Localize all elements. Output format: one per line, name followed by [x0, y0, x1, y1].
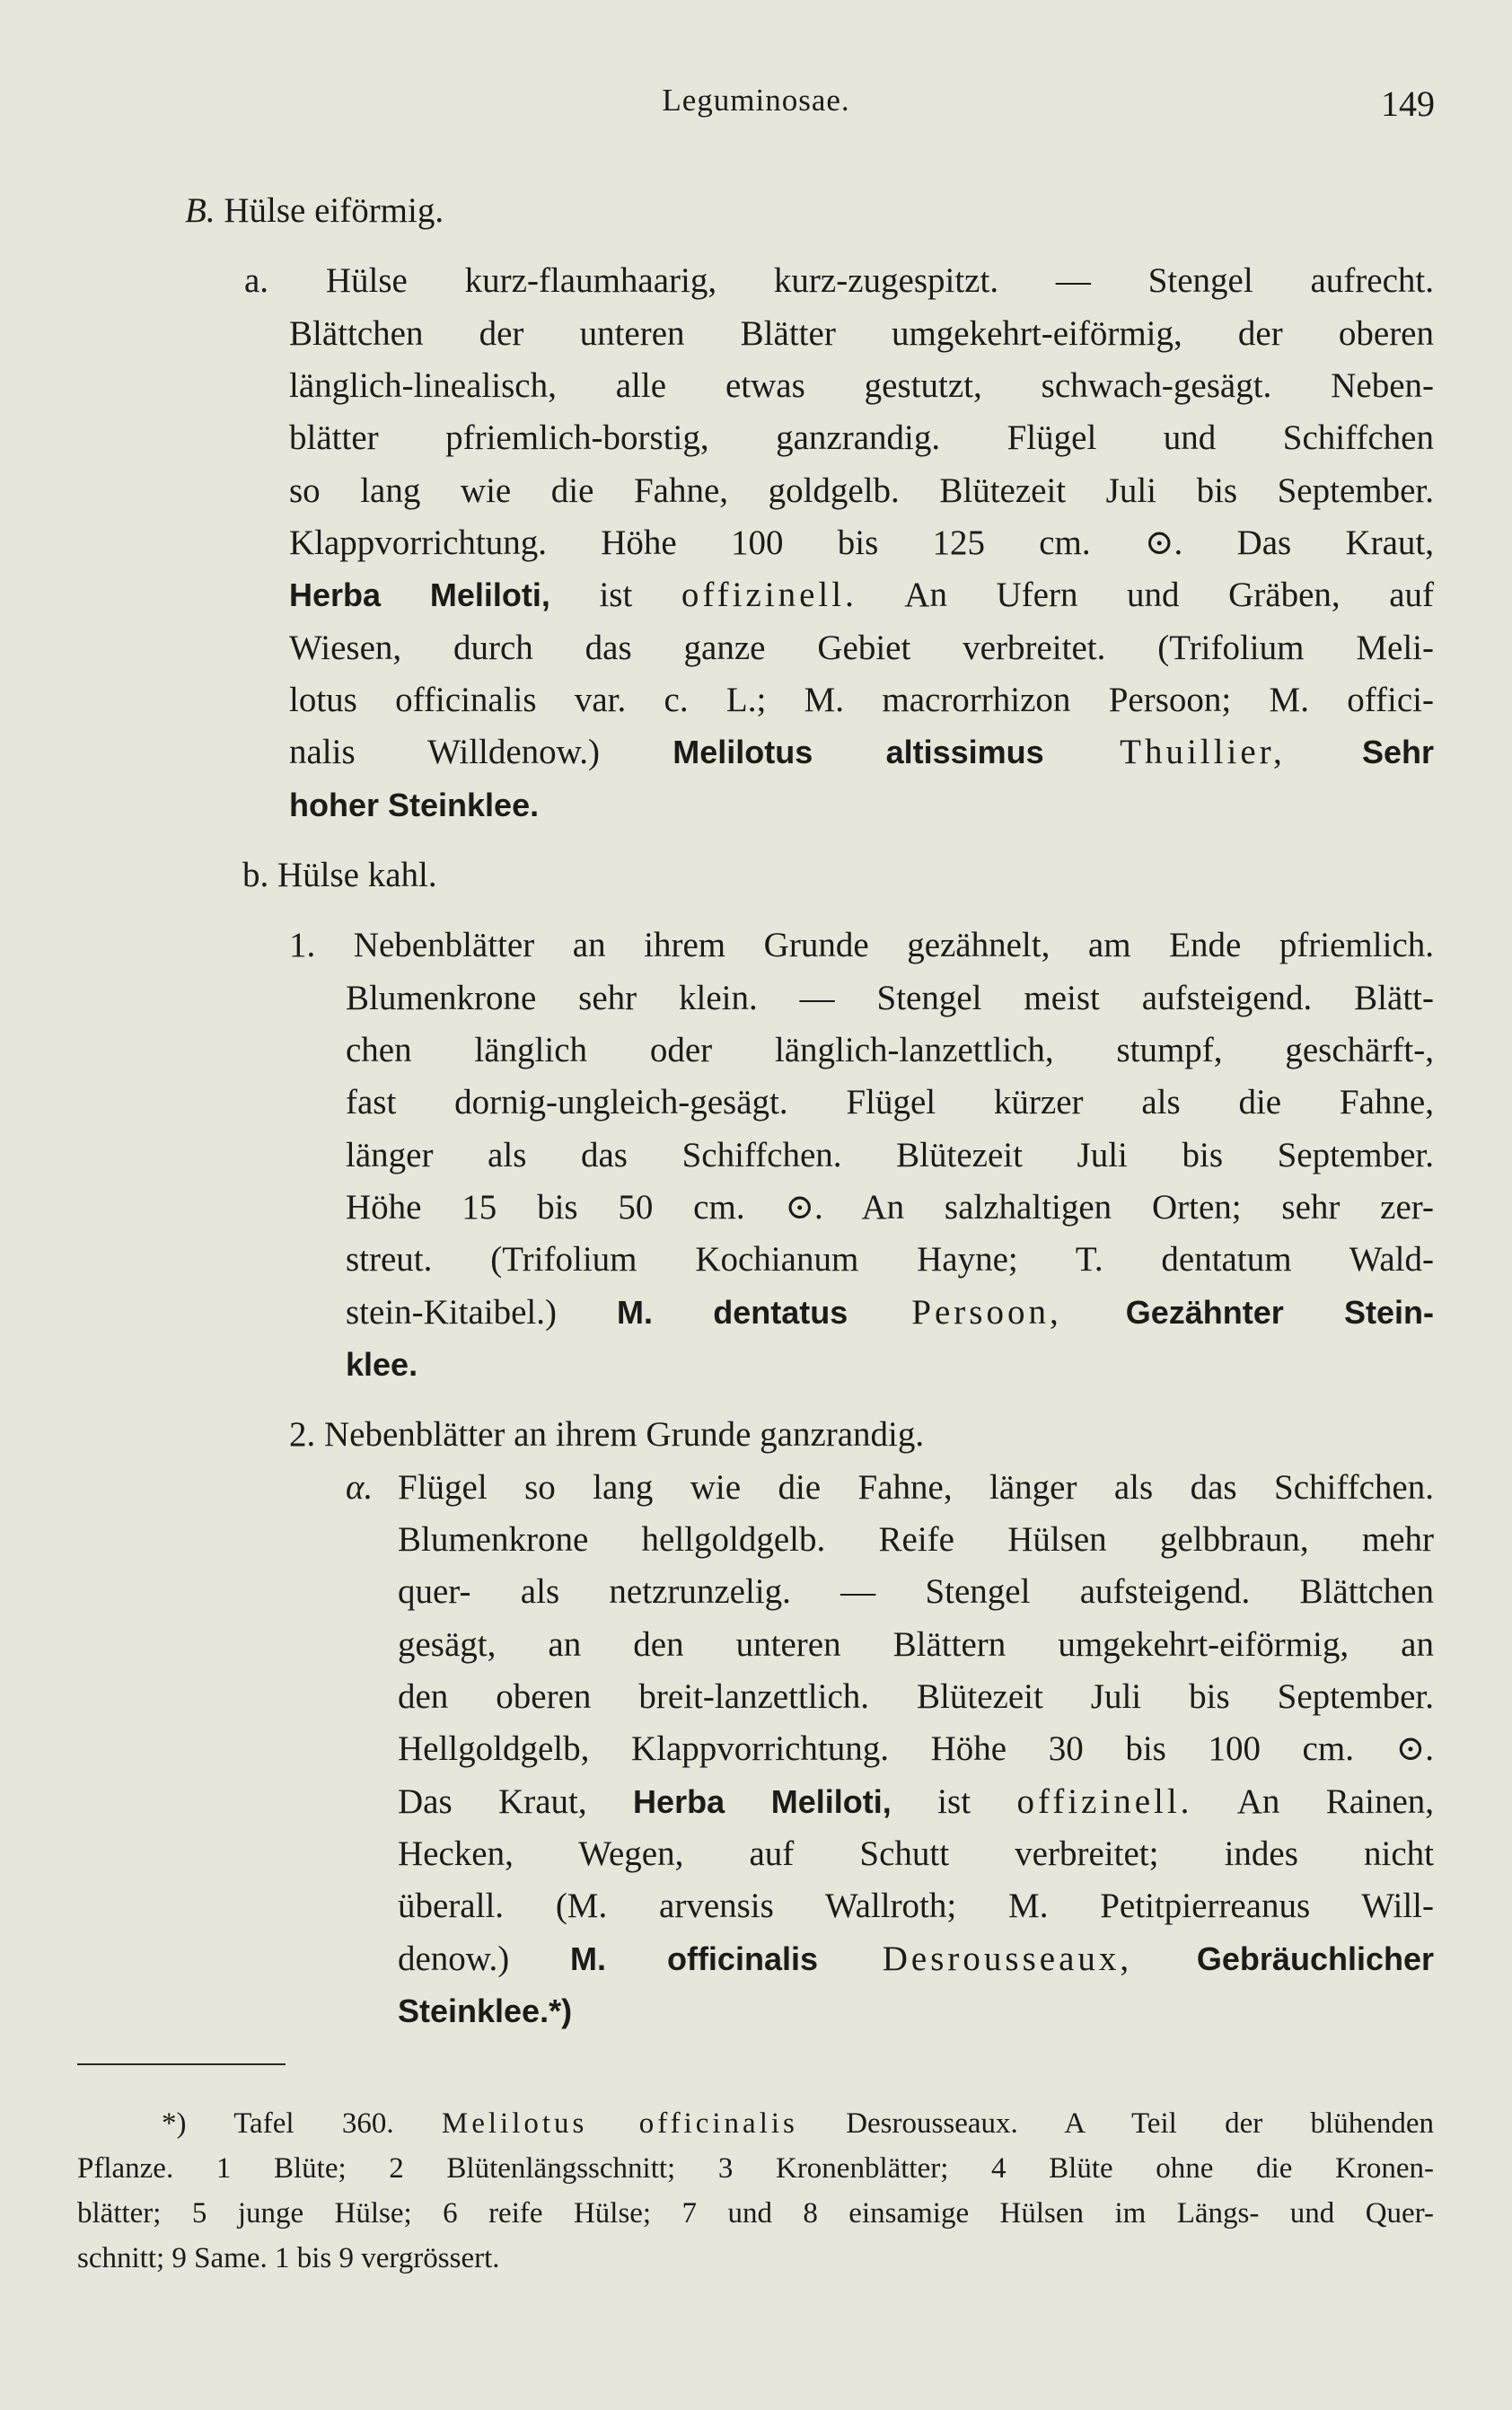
a-line-7-mid: ist	[549, 576, 681, 614]
page-number: 149	[1381, 84, 1435, 124]
common-name-start: Sehr	[1361, 734, 1435, 770]
b1-line-1: 1. Nebenblätter an ihrem Grunde gezähnelt, am Ende pfriemlich.	[289, 926, 1434, 964]
species-name-dentatus: M. dentatus	[617, 1294, 848, 1331]
alpha-line-4: gesägt, an den unteren Blättern umgekehrt-eiförmig, an	[398, 1625, 1434, 1664]
herba-meliloti-label-2: Herba Meliloti,	[633, 1783, 892, 1820]
b1-line-8-pre: stein-Kitaibel.)	[346, 1293, 618, 1332]
footnote-line-1-rest: Desrousseaux. A Teil der blühenden	[797, 2107, 1434, 2140]
a-line-10	[289, 726, 1434, 778]
alpha-line-7-mid: ist	[891, 1782, 1017, 1821]
alpha-label: α.	[346, 1468, 374, 1507]
b1-line-7: streut. (Trifolium Kochianum Hayne; T. dentatum Wald-	[346, 1240, 1434, 1279]
footnote-line-1	[162, 2101, 1434, 2146]
section-B-text: Hülse eiförmig.	[224, 191, 444, 230]
alpha-line-2: Blumenkrone hellgoldgelb. Reife Hülsen gelbbraun, mehr	[398, 1520, 1434, 1559]
footnote-line-1-pre: *) Tafel 360.	[162, 2107, 442, 2140]
footnote-species: Melilotus officinalis	[441, 2107, 798, 2140]
alpha-line-7-pre: Das Kraut,	[398, 1782, 634, 1821]
author-persoon: Persoon,	[848, 1293, 1126, 1332]
alpha-line-5: den oberen breit-lanzettlich. Blütezeit Juli bis September.	[398, 1677, 1434, 1716]
alpha-line-10	[398, 1933, 1434, 1985]
footnote-line-3: blätter; 5 junge Hülse; 6 reife Hülse; 7 und 8 einsamige Hülsen im Längs- und Quer-	[77, 2197, 1434, 2230]
alpha-line-6: Hellgoldgelb, Klappvorrichtung. Höhe 30 bis 100 cm. ⊙.	[398, 1729, 1434, 1768]
alpha-line-7-rest: An Rainen,	[1192, 1782, 1435, 1821]
section-B-label: B.	[185, 191, 215, 230]
footnote-rule	[77, 2063, 286, 2065]
species-name-altissimus: Melilotus altissimus	[672, 734, 1044, 770]
a-line-9: lotus officinalis var. c. L.; M. macrorrhizon Persoon; M. offici-	[289, 681, 1434, 719]
alpha-line-10-pre: denow.)	[398, 1939, 570, 1978]
a-line-5: so lang wie die Fahne, goldgelb. Blütezeit Juli bis September.	[289, 471, 1434, 510]
b1-line-8	[346, 1287, 1434, 1339]
alpha-line-7	[398, 1776, 1434, 1828]
a-line-7	[289, 569, 1434, 621]
author-thuillier: Thuillier,	[1043, 733, 1362, 771]
a-line-3: länglich-linealisch, alle etwas gestutzt, schwach-gesägt. Neben-	[289, 366, 1434, 405]
b1-line-2: Blumenkrone sehr klein. — Stengel meist aufsteigend. Blätt-	[346, 979, 1434, 1017]
offizinell-label-2: offizinell.	[1016, 1782, 1193, 1821]
footnote-line-2: Pflanze. 1 Blüte; 2 Blütenlängsschnitt; 3 Kronenblätter; 4 Blüte ohne die Kronen-	[77, 2152, 1434, 2185]
b-heading: b. Hülse kahl.	[242, 856, 437, 894]
common-name-klee: klee.	[346, 1346, 418, 1383]
a-line-8: Wiesen, durch das ganze Gebiet verbreitet. (Trifolium Meli-	[289, 629, 1434, 667]
alpha-line-9: überall. (M. arvensis Wallroth; M. Petitpierreanus Will-	[398, 1887, 1434, 1925]
a-line-6: Klappvorrichtung. Höhe 100 bis 125 cm. ⊙. Das Kraut,	[289, 523, 1434, 562]
b1-line-4: fast dornig-ungleich-gesägt. Flügel kürzer als die Fahne,	[346, 1083, 1434, 1121]
common-name-steinklee: Steinklee.*)	[398, 1992, 573, 2029]
a-line-1: a. Hülse kurz-flaumhaarig, kurz-zugespitzt. — Stengel aufrecht.	[244, 261, 1434, 300]
page-header	[0, 83, 1512, 128]
alpha-line-3: quer- als netzrunzelig. — Stengel aufsteigend. Blättchen	[398, 1572, 1434, 1611]
running-head: Leguminosae.	[662, 83, 850, 118]
alpha-line-1: Flügel so lang wie die Fahne, länger als das Schiffchen.	[398, 1468, 1434, 1507]
author-desrousseaux: Desrousseaux,	[818, 1939, 1197, 1978]
section-B-heading	[185, 185, 444, 237]
b1-line-3: chen länglich oder länglich-lanzettlich, stumpf, geschärft-,	[346, 1031, 1434, 1069]
common-name-gezaehnter: Gezähnter Stein-	[1125, 1294, 1434, 1331]
a-line-7-rest: An Ufern und Gräben, auf	[857, 576, 1435, 614]
common-name-gebraeuchlicher: Gebräuchlicher	[1196, 1940, 1434, 1977]
b1-line-6: Höhe 15 bis 50 cm. ⊙. An salzhaltigen Orten; sehr zer-	[346, 1188, 1434, 1227]
a-line-10-pre: nalis Willdenow.)	[289, 733, 673, 771]
b2-heading: 2. Nebenblätter an ihrem Grunde ganzrandig.	[289, 1415, 925, 1454]
a-line-2: Blättchen der unteren Blätter umgekehrt-eiförmig, der oberen	[289, 314, 1434, 353]
offizinell-label: offizinell.	[681, 576, 857, 614]
common-name-hoher-steinklee: hoher Steinklee.	[289, 787, 540, 823]
a-line-4: blätter pfriemlich-borstig, ganzrandig. Flügel und Schiffchen	[289, 418, 1434, 457]
b1-line-5: länger als das Schiffchen. Blütezeit Juli bis September.	[346, 1136, 1434, 1174]
species-name-officinalis: M. officinalis	[569, 1940, 818, 1977]
footnote-line-4: schnitt; 9 Same. 1 bis 9 vergrössert.	[77, 2242, 500, 2274]
herba-meliloti-label: Herba Meliloti,	[289, 576, 550, 613]
alpha-line-8: Hecken, Wegen, auf Schutt verbreitet; indes nicht	[398, 1834, 1434, 1873]
